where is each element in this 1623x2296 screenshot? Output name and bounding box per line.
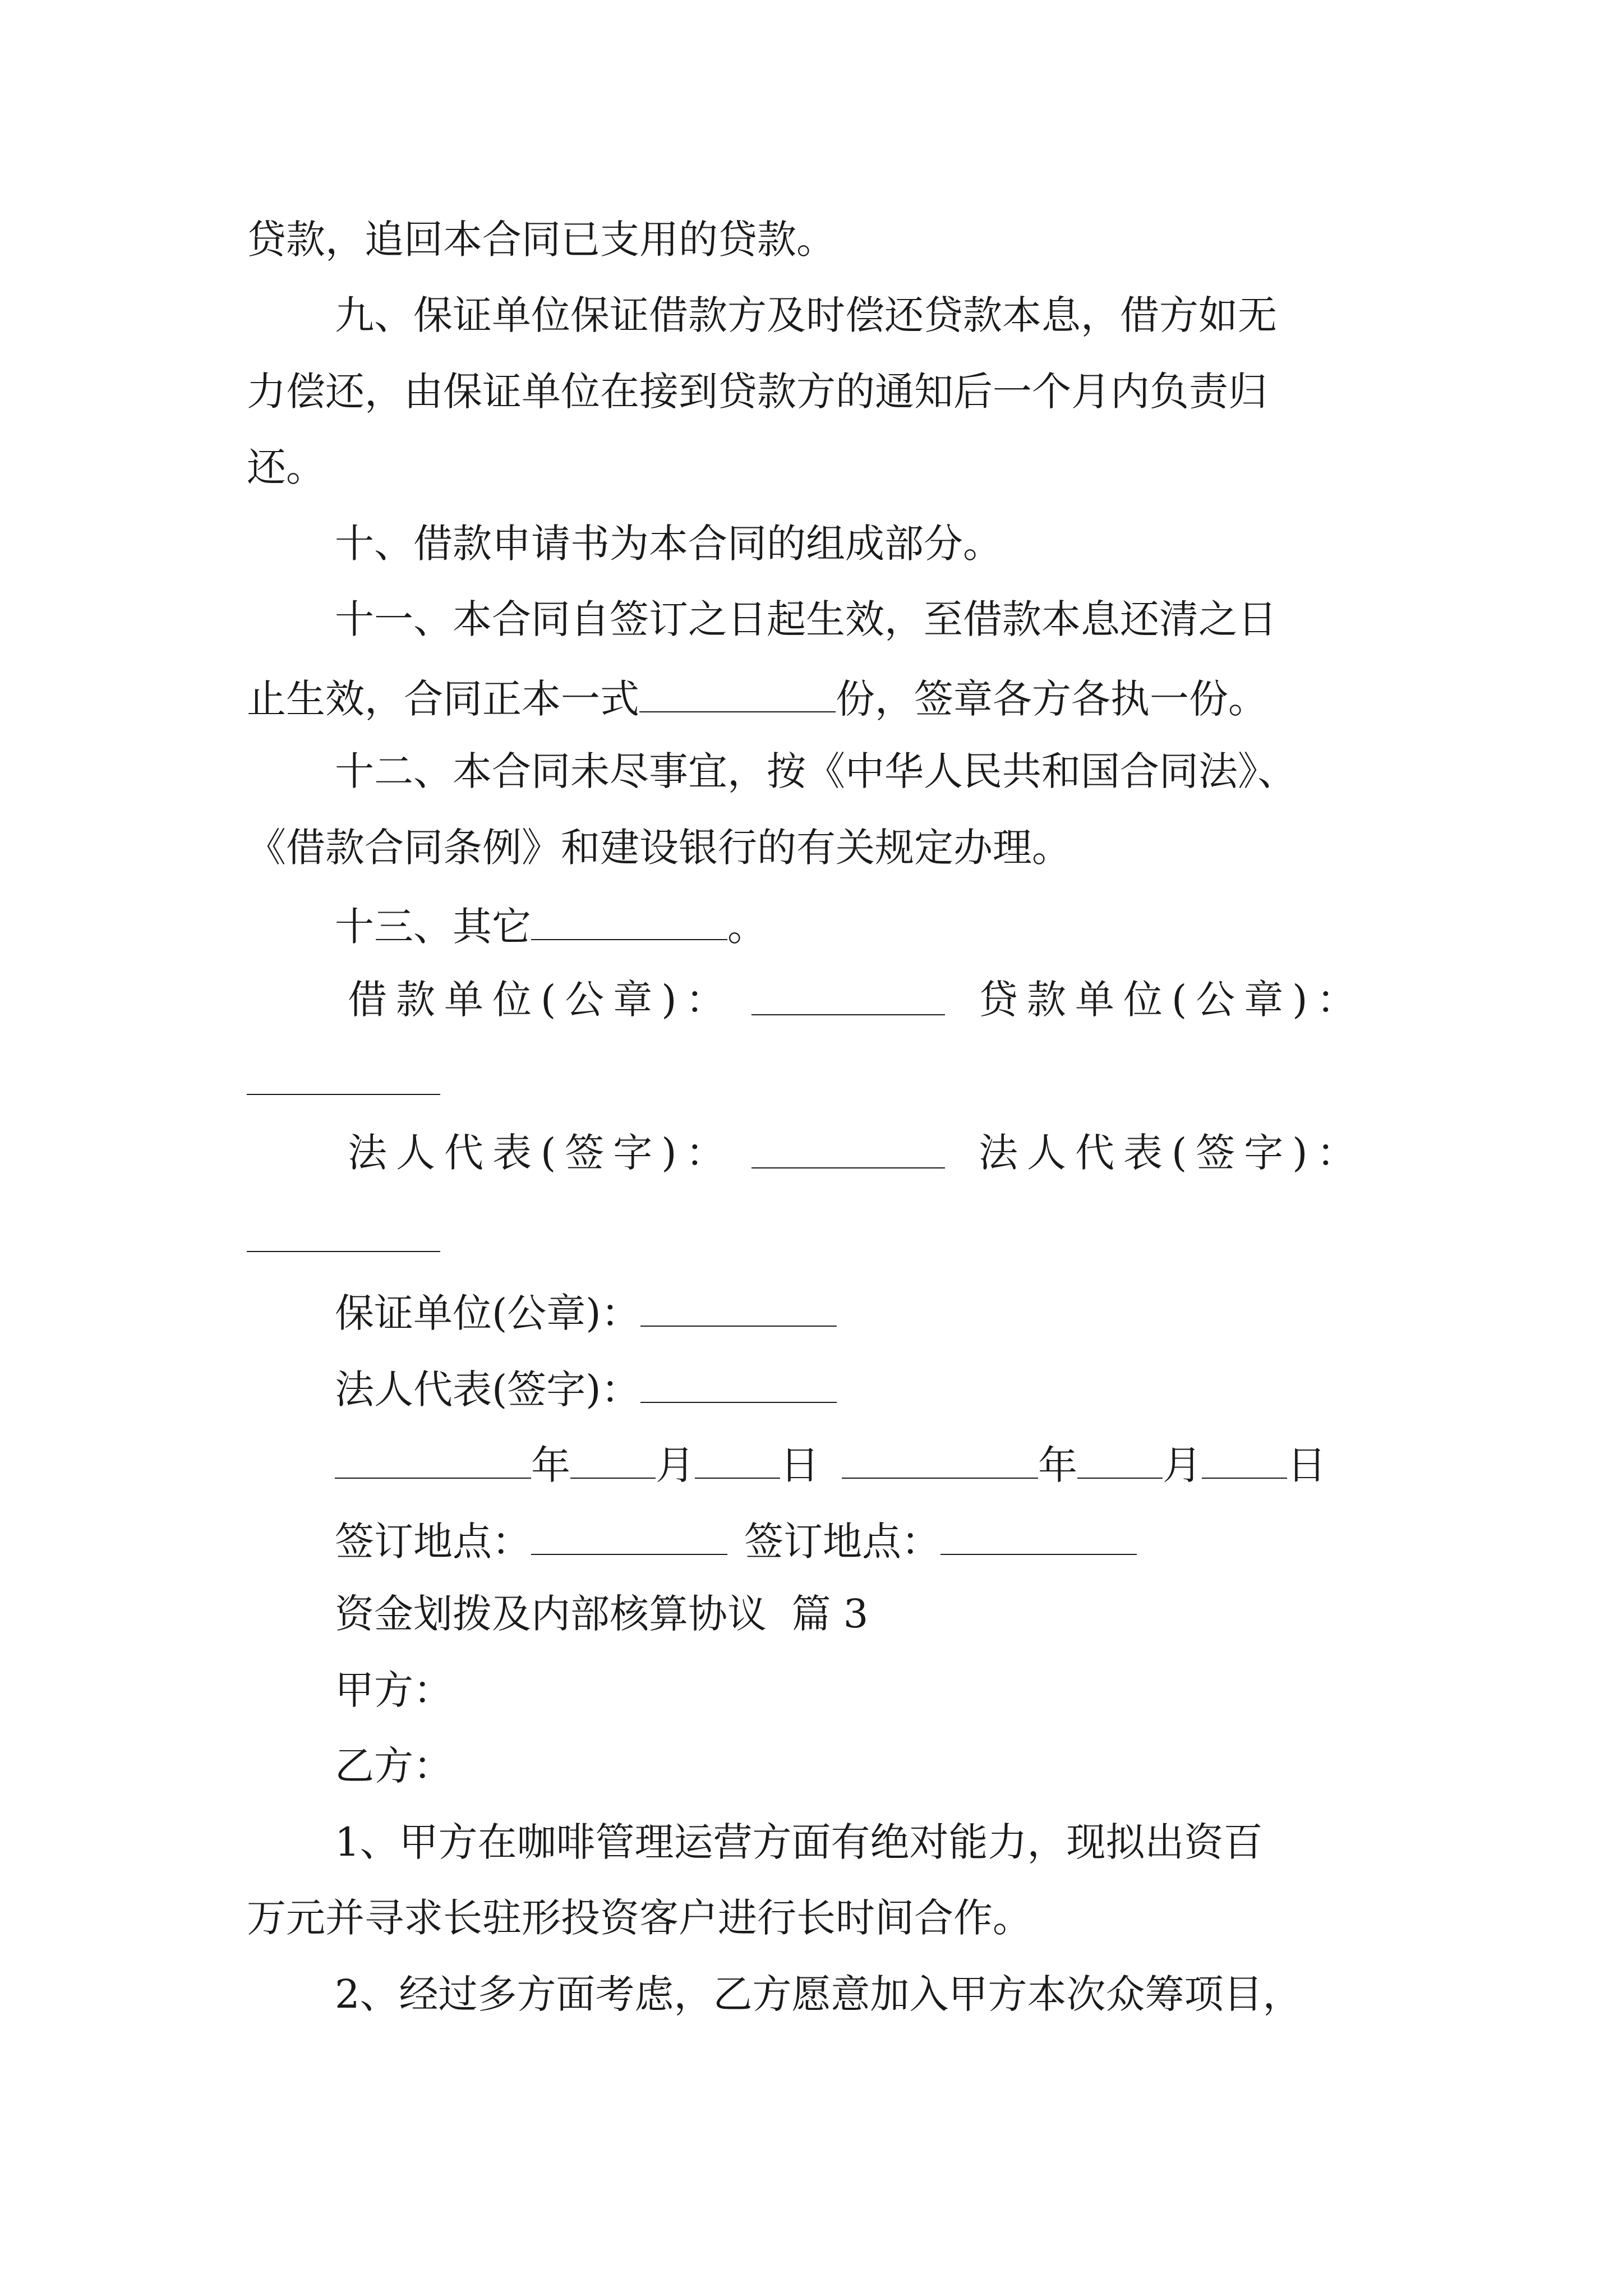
month-label-2: 月	[1163, 1442, 1202, 1488]
clause-9-line-3: 还。	[247, 444, 325, 490]
clause-11-line-1: 十一、本合同自签订之日起生效，至借款本息还清之日	[335, 596, 1277, 642]
section-title: 资金划拨及内部核算协议 篇 3	[335, 1591, 869, 1637]
guarantor-seal-line	[335, 1290, 837, 1336]
year-blank-2	[842, 1442, 1038, 1479]
clause-11-text-end: 份，签章各方各执一份。	[836, 676, 1267, 722]
guarantor-rep-label: 法人代表(签字)：	[335, 1366, 640, 1412]
day-blank-1	[695, 1442, 780, 1479]
guarantor-seal-blank	[640, 1290, 837, 1327]
copies-blank	[639, 676, 836, 712]
borrower-rep-blank	[751, 1167, 945, 1168]
clause-9-line-2: 力偿还，由保证单位在接到贷款方的通知后一个月内负责归	[247, 369, 1267, 415]
clause-11-line-2	[247, 676, 1267, 722]
guarantor-rep-line	[335, 1366, 837, 1412]
clause-12-line-2: 《借款合同条例》和建设银行的有关规定办理。	[247, 825, 1071, 871]
item-1-line-1: 1、甲方在咖啡管理运营方面有绝对能力，现拟出资百	[335, 1819, 1263, 1865]
year-label-1: 年	[531, 1442, 570, 1488]
clause-9-line-1: 九、保证单位保证借款方及时偿还贷款本息，借方如无	[335, 292, 1277, 338]
month-label-1: 月	[656, 1442, 695, 1488]
signing-place-label-1: 签订地点：	[335, 1519, 531, 1565]
party-a-label: 甲方：	[335, 1667, 453, 1713]
borrower-seal-blank	[751, 1014, 945, 1015]
clause-13-end: 。	[727, 904, 767, 950]
clause-11-text: 止生效，合同正本一式	[247, 676, 639, 722]
clause-13-text: 十三、其它	[335, 904, 531, 950]
party-b-label: 乙方：	[335, 1743, 453, 1789]
clause-10: 十、借款申请书为本合同的组成部分。	[335, 521, 1002, 567]
text-line: 贷款，追回本合同已支用的贷款。	[247, 217, 836, 263]
borrower-seal-label: 借款单位(公章)：	[348, 977, 734, 1023]
lender-seal-label: 贷款单位(公章)：	[979, 977, 1365, 1023]
guarantor-seal-label: 保证单位(公章)：	[335, 1290, 640, 1336]
lender-rep-blank	[247, 1251, 440, 1252]
month-blank-2	[1077, 1442, 1163, 1479]
lender-rep-label: 法人代表(签字)：	[979, 1130, 1365, 1176]
signing-place-label-2: 签订地点：	[744, 1519, 940, 1565]
item-1-line-2: 万元并寻求长驻形投资客户进行长时间合作。	[247, 1895, 1032, 1941]
lender-seal-blank	[247, 1094, 440, 1095]
clause-13	[335, 904, 767, 950]
day-label-2: 日	[1287, 1442, 1326, 1488]
item-2-line-1: 2、经过多方面考虑，乙方愿意加入甲方本次众筹项目，	[335, 1971, 1302, 2017]
signing-place-blank-2	[940, 1519, 1137, 1555]
borrower-rep-label: 法人代表(签字)：	[348, 1130, 734, 1176]
clause-12-line-1: 十二、本合同未尽事宜，按《中华人民共和国合同法》、	[335, 748, 1297, 794]
date-line	[335, 1442, 1326, 1488]
day-label-1: 日	[780, 1442, 819, 1488]
year-label-2: 年	[1038, 1442, 1077, 1488]
guarantor-rep-blank	[640, 1366, 837, 1403]
year-blank-1	[335, 1442, 531, 1479]
month-blank-1	[570, 1442, 656, 1479]
signing-place-line	[335, 1519, 1137, 1565]
signing-place-blank-1	[531, 1519, 727, 1555]
day-blank-2	[1202, 1442, 1287, 1479]
other-blank	[531, 904, 727, 940]
